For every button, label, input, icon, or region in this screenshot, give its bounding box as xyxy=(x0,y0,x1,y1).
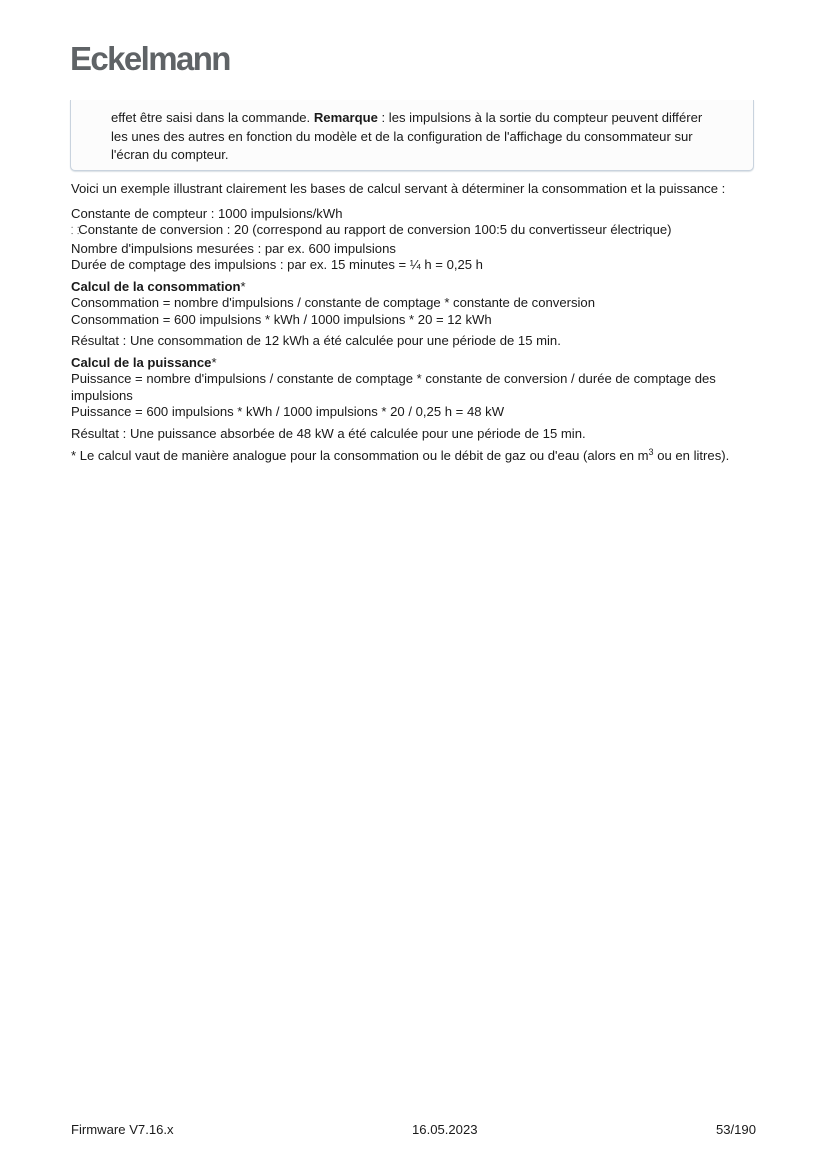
placeholder-glyph-icon: ⸬ xyxy=(71,226,79,237)
counter-constant: Constante de compteur : 1000 impulsions/kWh xyxy=(71,205,343,221)
page-footer xyxy=(71,1122,756,1137)
main-content xyxy=(71,181,761,471)
callout-line-2: les unes des autres en fonction du modèle et de la configuration de l'affichage du consommateur sur xyxy=(111,128,693,144)
consumption-section xyxy=(71,279,761,329)
conversion-constant-line xyxy=(71,222,761,241)
page-number: 53/190 xyxy=(715,1122,756,1137)
power-result: Résultat : Une puissance absorbée de 48 kW a été calculée pour une période de 15 min. xyxy=(71,425,586,441)
footnote-text: ou en litres). xyxy=(653,448,730,463)
callout-line-3: l'écran du compteur. xyxy=(111,147,229,162)
note-callout-text xyxy=(111,109,741,165)
document-date: 16.05.2023 xyxy=(412,1122,478,1137)
intro-paragraph: Voici un exemple illustrant clairement les bases de calcul servant à déterminer la consommation et la puissance : xyxy=(71,181,726,196)
footnote-text: * Le calcul vaut de manière analogue pour la consommation ou le débit de gaz ou d'eau (alors en m xyxy=(71,448,649,463)
callout-text: effet être saisi dans la commande. xyxy=(111,110,314,125)
consumption-example: Consommation = 600 impulsions * kWh / 1000 impulsions * 20 = 12 kWh xyxy=(71,311,492,327)
consumption-formula: Consommation = nombre d'impulsions / constante de comptage * constante de conversion xyxy=(71,295,595,310)
power-section xyxy=(71,355,761,421)
remark-label: Remarque xyxy=(313,110,378,125)
measured-pulses: Nombre d'impulsions mesurées : par ex. 600 impulsions xyxy=(71,240,396,256)
power-heading-text: Calcul de la puissance xyxy=(71,354,212,370)
consumption-result: Résultat : Une consommation de 12 kWh a été calculée pour une période de 15 min. xyxy=(71,333,561,348)
footnote xyxy=(71,448,761,465)
firmware-version: Firmware V7.16.x xyxy=(71,1122,174,1137)
power-heading xyxy=(71,355,761,372)
footnote-mark: * xyxy=(240,278,246,294)
callout-text: : les impulsions à la sortie du compteur peuvent différer xyxy=(377,110,703,125)
conversion-constant: Constante de conversion : 20 (correspond au rapport de conversion 100:5 du convertisseur électrique) xyxy=(78,222,672,237)
consumption-heading xyxy=(71,279,761,296)
superscript: 3 xyxy=(648,447,654,457)
note-callout xyxy=(70,100,754,171)
constants-block xyxy=(71,206,761,274)
power-example: Puissance = 600 impulsions * kWh / 1000 impulsions * 20 / 0,25 h = 48 kW xyxy=(71,404,505,419)
counting-duration: Durée de comptage des impulsions : par ex. 15 minutes = ¼ h = 0,25 h xyxy=(71,257,483,272)
power-formula: Puissance = nombre d'impulsions / constante de comptage * constante de conversion / durée de comptage des impulsions xyxy=(71,371,716,403)
footnote-mark: * xyxy=(211,354,217,370)
consumption-heading-text: Calcul de la consommation xyxy=(71,278,241,294)
company-logo: Eckelmann xyxy=(70,40,230,77)
callout-line-1 xyxy=(111,109,741,128)
